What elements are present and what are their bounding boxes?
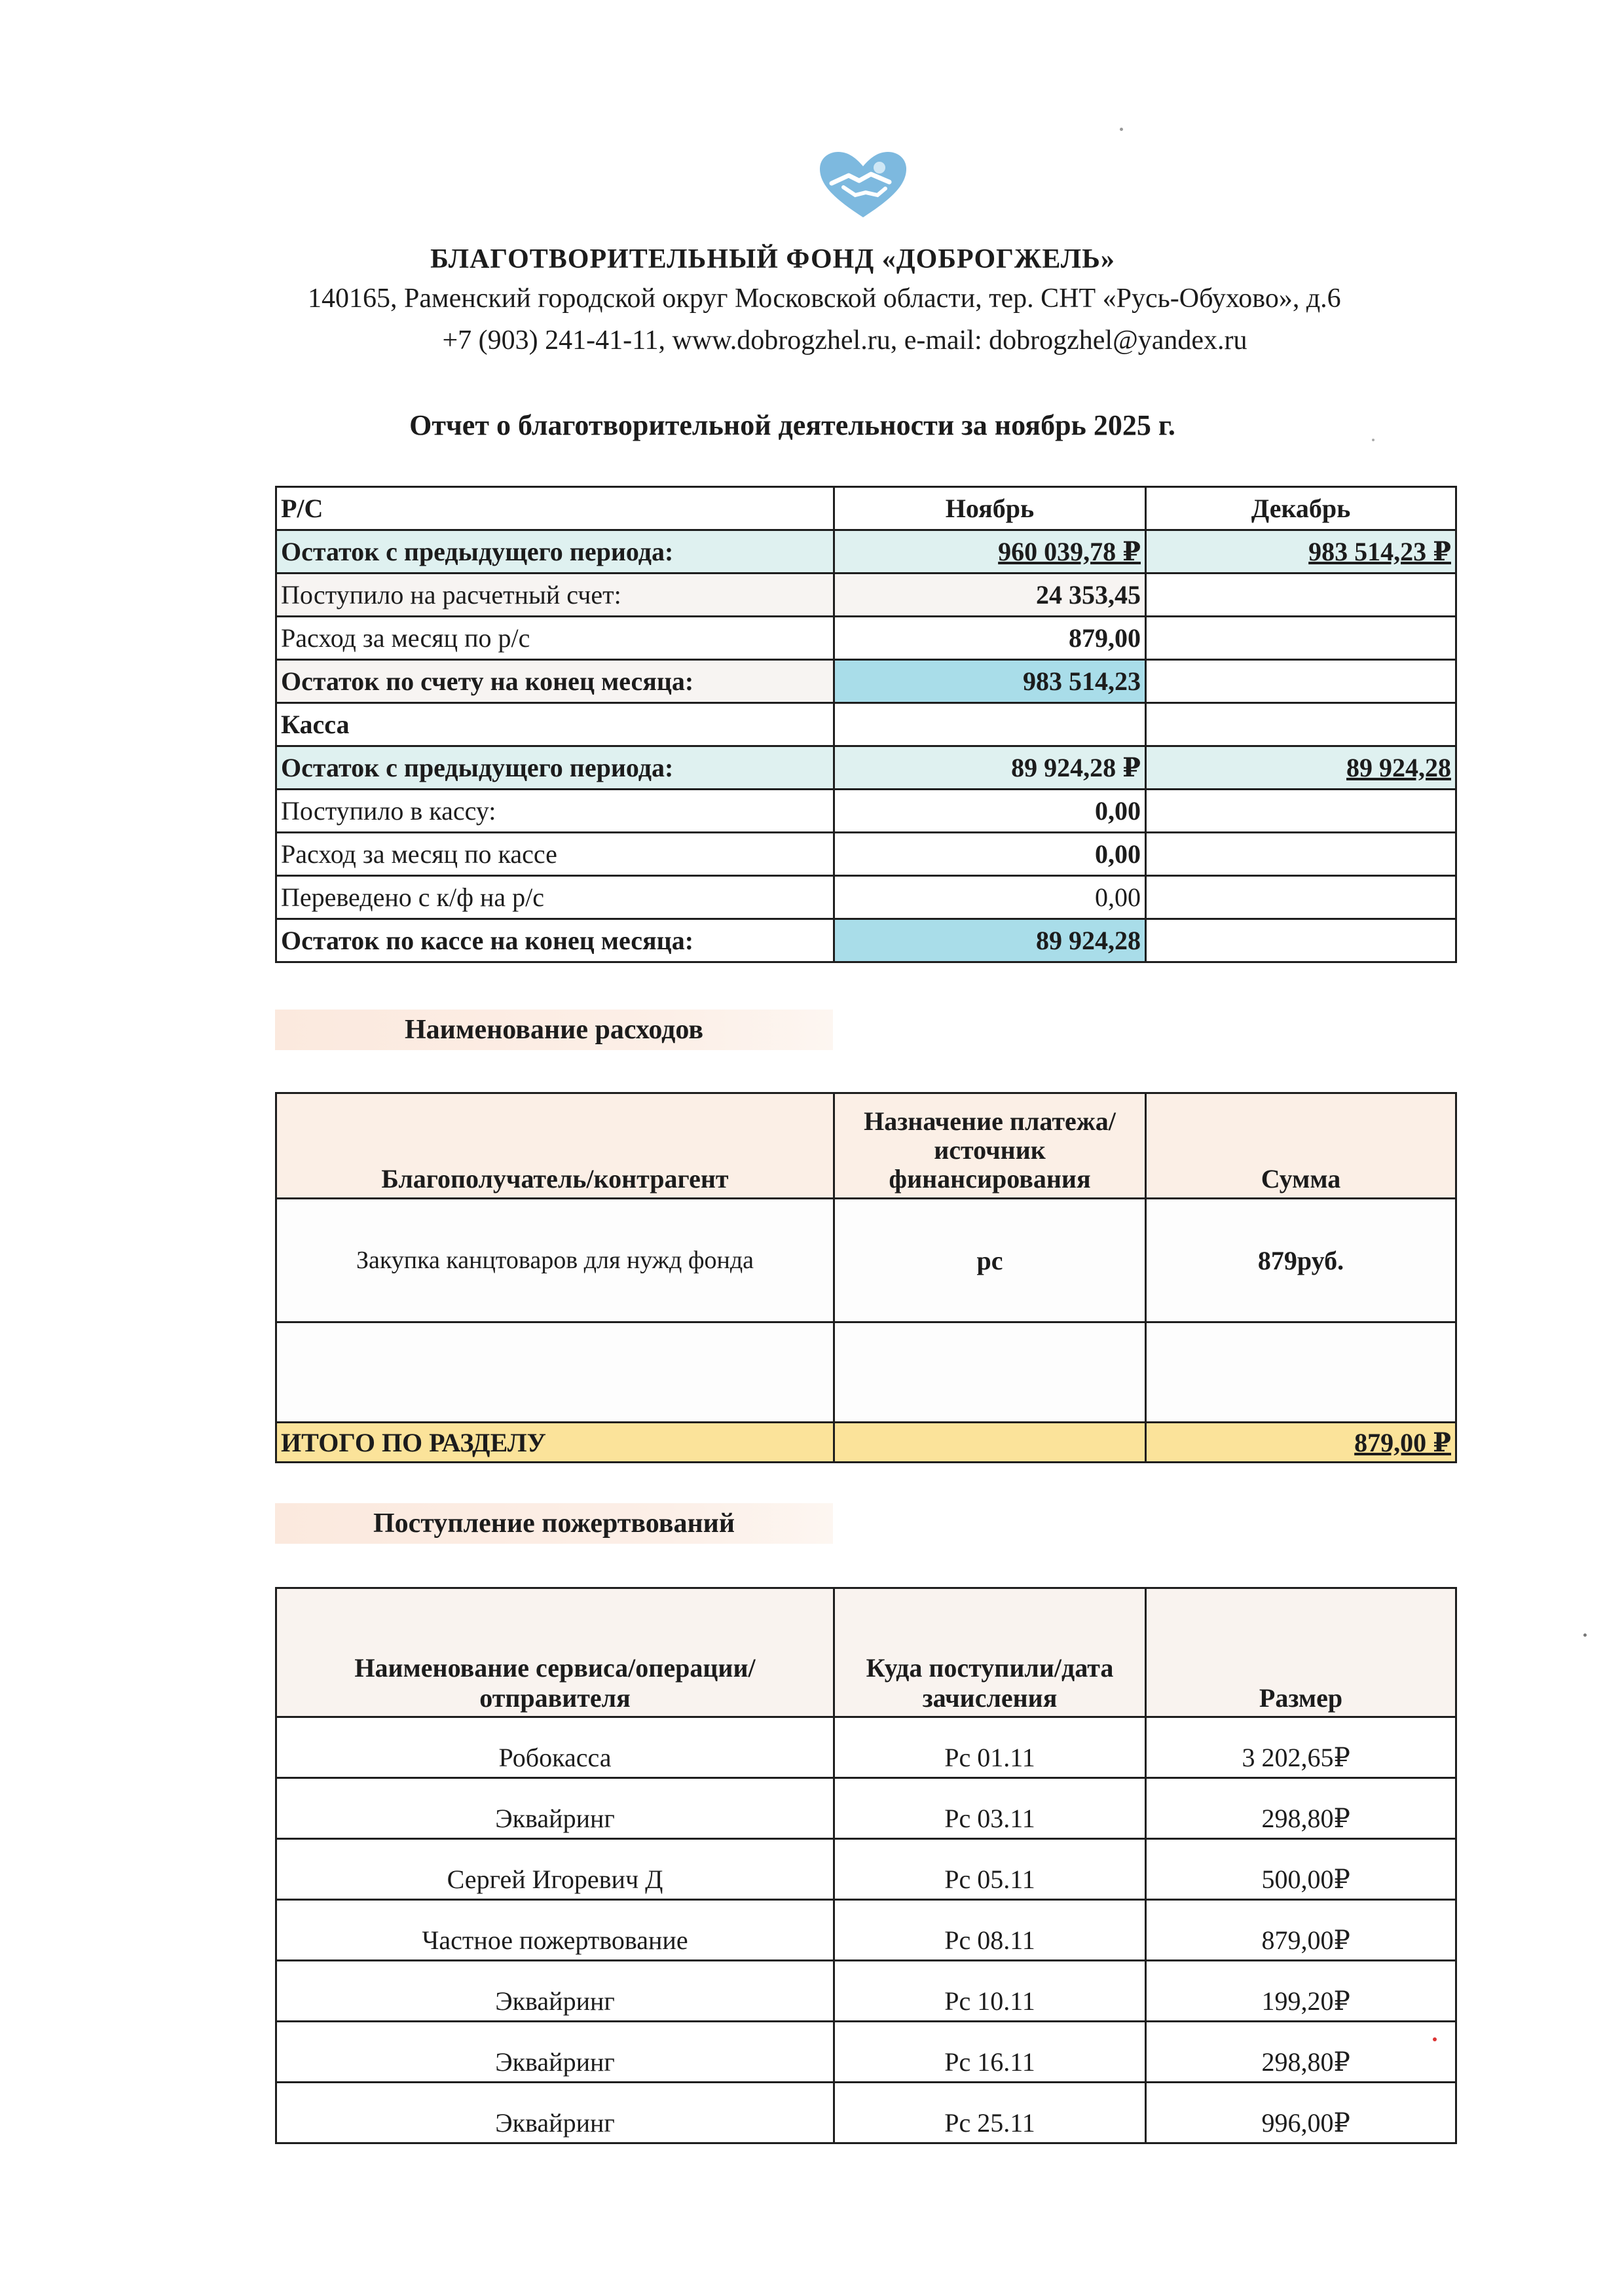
balance-row-november: 983 514,23	[834, 660, 1146, 703]
balance-row-december	[1146, 703, 1456, 746]
donations-row	[276, 2022, 1456, 2083]
org-contacts: +7 (903) 241-41-11, www.dobrogzhel.ru, e-mail: dobrogzhel@yandex.ru	[442, 325, 1247, 355]
balance-row-december	[1146, 919, 1456, 962]
balance-row-december	[1146, 660, 1456, 703]
expenses-total-value: 879,00 ₽	[1146, 1423, 1456, 1463]
balance-header-row	[276, 487, 1456, 530]
donations-row	[276, 1839, 1456, 1900]
balance-row-label: Расход за месяц по р/с	[276, 617, 834, 660]
scan-speck	[1583, 1633, 1587, 1637]
balance-row-november: 24 353,45	[834, 574, 1146, 617]
donations-row	[276, 1778, 1456, 1839]
balance-row-label: Остаток с предыдущего периода:	[276, 530, 834, 574]
expenses-col-amount: Сумма	[1146, 1093, 1456, 1199]
donations-header-row	[276, 1588, 1456, 1717]
balance-row	[276, 790, 1456, 833]
balance-row-december	[1146, 833, 1456, 876]
donations-col-amount: Размер	[1146, 1588, 1456, 1717]
donations-row-amount: 199,20₽	[1146, 1961, 1456, 2022]
donations-col-name: Наименование сервиса/операции/отправителя	[276, 1588, 834, 1717]
balance-row-label: Поступило на расчетный счет:	[276, 574, 834, 617]
expenses-header-row	[276, 1093, 1456, 1199]
expenses-row-recipient: Закупка канцтоваров для нужд фонда	[276, 1199, 834, 1322]
balance-row-label: Остаток по кассе на конец месяца:	[276, 919, 834, 962]
balance-row	[276, 919, 1456, 962]
balance-row-december	[1146, 790, 1456, 833]
donations-section-title: Поступление пожертвований	[275, 1503, 833, 1544]
balance-row-november: 0,00	[834, 833, 1146, 876]
donations-row-dest: Рс 10.11	[834, 1961, 1146, 2022]
expenses-empty-row	[276, 1322, 1456, 1423]
balance-row	[276, 660, 1456, 703]
balance-row-november: 89 924,28	[834, 919, 1146, 962]
balance-row	[276, 574, 1456, 617]
expenses-total-row	[276, 1423, 1456, 1463]
balance-row	[276, 530, 1456, 574]
balance-row-label: Переведено с к/ф на р/с	[276, 876, 834, 919]
balance-header-label: Р/С	[276, 487, 834, 530]
expenses-row-purpose: рс	[834, 1199, 1146, 1322]
balance-row-november: 0,00	[834, 876, 1146, 919]
expenses-row	[276, 1199, 1456, 1322]
donations-row-name: Эквайринг	[276, 2083, 834, 2143]
balance-row-november: 960 039,78 ₽	[834, 530, 1146, 574]
expenses-col-recipient: Благополучатель/контрагент	[276, 1093, 834, 1199]
donations-row-name: Эквайринг	[276, 2022, 834, 2083]
balance-row	[276, 703, 1456, 746]
donations-row-amount: 500,00₽	[1146, 1839, 1456, 1900]
donations-row-dest: Рс 05.11	[834, 1839, 1146, 1900]
org-name: БЛАГОТВОРИТЕЛЬНЫЙ ФОНД «ДОБРОГЖЕЛЬ»	[430, 244, 1115, 274]
balance-header-november: Ноябрь	[834, 487, 1146, 530]
donations-row-amount: 996,00₽	[1146, 2083, 1456, 2143]
expenses-empty-cell	[1146, 1322, 1456, 1423]
balance-row	[276, 876, 1456, 919]
donations-row-amount: 3 202,65₽	[1146, 1717, 1456, 1778]
scan-speck	[1433, 2037, 1437, 2041]
balance-table	[275, 486, 1457, 963]
balance-row	[276, 833, 1456, 876]
balance-row-label: Касса	[276, 703, 834, 746]
expenses-row-amount: 879руб.	[1146, 1199, 1456, 1322]
expenses-section-title: Наименование расходов	[275, 1010, 833, 1050]
donations-row-dest: Рс 08.11	[834, 1900, 1146, 1961]
donations-row-name: Эквайринг	[276, 1961, 834, 2022]
donations-row	[276, 1900, 1456, 1961]
balance-row-label: Остаток с предыдущего периода:	[276, 746, 834, 790]
expenses-table	[275, 1092, 1457, 1463]
balance-row	[276, 746, 1456, 790]
donations-row	[276, 1961, 1456, 2022]
donations-row-amount: 298,80₽	[1146, 2022, 1456, 2083]
balance-row-november: 89 924,28 ₽	[834, 746, 1146, 790]
donations-row-dest: Рс 03.11	[834, 1778, 1146, 1839]
donations-row-dest: Рс 25.11	[834, 2083, 1146, 2143]
donations-row	[276, 2083, 1456, 2143]
donations-row-dest: Рс 01.11	[834, 1717, 1146, 1778]
expenses-total-label: ИТОГО ПО РАЗДЕЛУ	[276, 1423, 834, 1463]
donations-row-name: Частное пожертвование	[276, 1900, 834, 1961]
balance-header-december: Декабрь	[1146, 487, 1456, 530]
balance-row-november	[834, 703, 1146, 746]
donations-col-dest: Куда поступили/дата зачисления	[834, 1588, 1146, 1717]
balance-row-label: Расход за месяц по кассе	[276, 833, 834, 876]
balance-row-december	[1146, 876, 1456, 919]
balance-row-label: Остаток по счету на конец месяца:	[276, 660, 834, 703]
scan-speck	[1120, 128, 1123, 131]
balance-row-december	[1146, 617, 1456, 660]
donations-row	[276, 1717, 1456, 1778]
donations-row-amount: 298,80₽	[1146, 1778, 1456, 1839]
report-title: Отчет о благотворительной деятельности за ноябрь 2025 г.	[409, 409, 1175, 441]
balance-row-november: 0,00	[834, 790, 1146, 833]
balance-row-november: 879,00	[834, 617, 1146, 660]
expenses-col-purpose: Назначение платежа/ источник финансирования	[834, 1093, 1146, 1199]
scan-speck	[1372, 439, 1375, 441]
balance-row	[276, 617, 1456, 660]
donations-table	[275, 1587, 1457, 2144]
donations-row-name: Робокасса	[276, 1717, 834, 1778]
heart-handshake-icon	[817, 149, 909, 221]
balance-row-december: 983 514,23 ₽	[1146, 530, 1456, 574]
expenses-empty-cell	[276, 1322, 834, 1423]
donations-row-dest: Рс 16.11	[834, 2022, 1146, 2083]
donations-row-amount: 879,00₽	[1146, 1900, 1456, 1961]
donations-row-name: Сергей Игоревич Д	[276, 1839, 834, 1900]
donations-row-name: Эквайринг	[276, 1778, 834, 1839]
balance-row-december	[1146, 574, 1456, 617]
balance-row-december: 89 924,28	[1146, 746, 1456, 790]
balance-row-label: Поступило в кассу:	[276, 790, 834, 833]
org-address: 140165, Раменский городской округ Московской области, тер. СНТ «Русь-Обухово», д.6	[308, 283, 1341, 314]
expenses-total-spacer	[834, 1423, 1146, 1463]
expenses-empty-cell	[834, 1322, 1146, 1423]
